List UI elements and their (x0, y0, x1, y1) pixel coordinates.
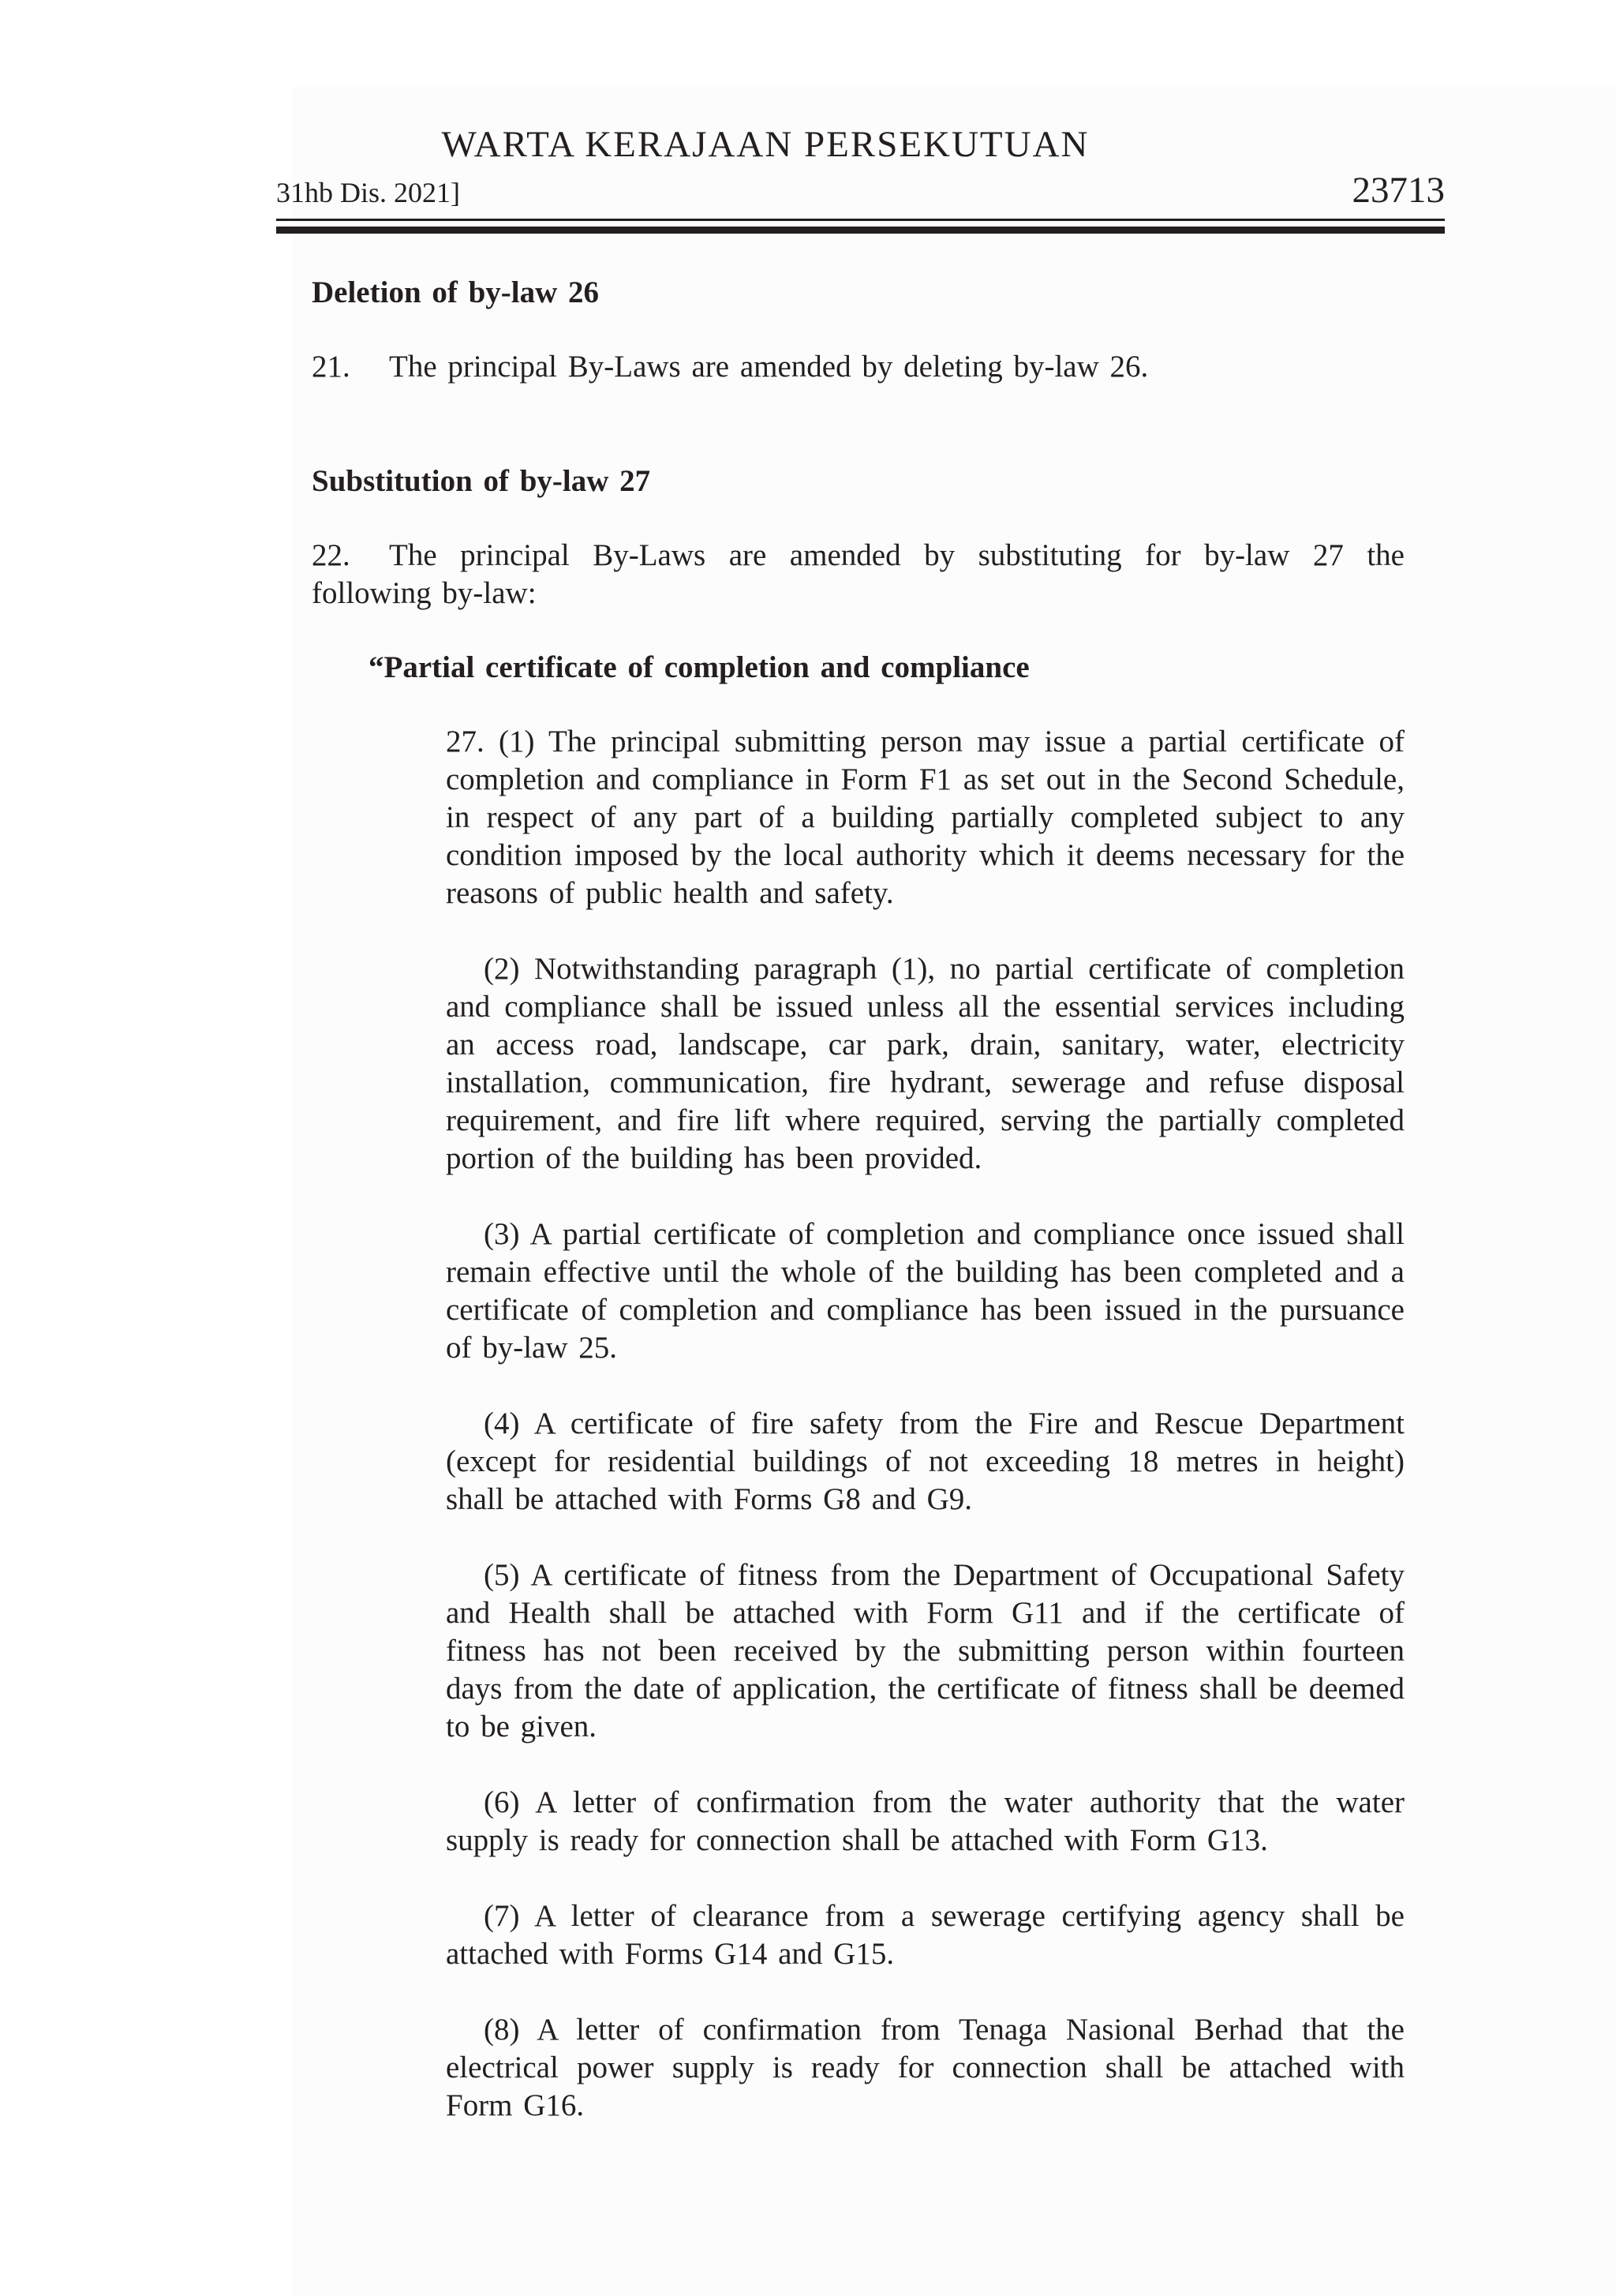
quoted-by-law (368, 649, 1405, 2125)
section-heading: Substitution of by-law 27 (312, 464, 651, 498)
document-body (312, 274, 1405, 2163)
quoted-heading: “Partial certificate of completion and compliance (368, 650, 1030, 684)
gazette-title: WARTA KERAJAAN PERSEKUTUAN (441, 124, 1090, 165)
gazette-date: 31hb Dis. 2021] (276, 177, 460, 208)
header-rule-thin (276, 219, 1445, 221)
subsection-4: (4) A certificate of fire safety from the Fire and Rescue Department (except for residential buildings of not exceeding 18 metres in height) shall be attached with Forms G8 and G9. (446, 1406, 1405, 1516)
section-text: The principal By-Laws are amended by substituting for by-law 27 the following by-law: (312, 538, 1405, 610)
subsection-7: (7) A letter of clearance from a sewerage certifying agency shall be attached with Forms G14 and G15. (446, 1899, 1405, 1971)
subsection-6: (6) A letter of confirmation from the water authority that the water supply is ready for connection shall be attached with Form G13. (446, 1785, 1405, 1857)
subsection-2: (2) Notwithstanding paragraph (1), no partial certificate of completion and compliance shall be issued unless all the essential services including an access road, landscape, car park, drain, sanitary, water, electricity installation, communication, fire hydrant, sewerage and refuse disposal requirement, and fire lift where required, serving the partially completed portion of the building has been provided. (446, 952, 1405, 1175)
subsection-5: (5) A certificate of fitness from the Department of Occupational Safety and Health shall be attached with Form G11 and if the certificate of fitness has not been received by the submitting person within fourteen days from the date of application, the certificate of fitness shall be deemed to be given. (446, 1558, 1405, 1744)
subsection-1: 27. (1) The principal submitting person may issue a partial certificate of completion and compliance in Form F1 as set out in the Second Schedule, in respect of any part of a building partially completed subject to any condition imposed by the local authority which it deems necessary for the reasons of public health and safety. (446, 725, 1405, 910)
subsection-8: (8) A letter of confirmation from Tenaga Nasional Berhad that the electrical power supply is ready for connection shall be attached with Form G16. (446, 2013, 1405, 2122)
section-number: 22. (312, 538, 350, 572)
header-rule-thick (276, 227, 1445, 234)
section-number: 21. (312, 350, 350, 384)
section-paragraph (312, 537, 1405, 612)
section-paragraph (312, 348, 1405, 386)
subsection-3: (3) A partial certificate of completion and compliance once issued shall remain effective until the whole of the building has been completed and a certificate of completion and compliance has been issued in the pursuance of by-law 25. (446, 1217, 1405, 1365)
section-heading: Deletion of by-law 26 (312, 275, 600, 309)
page-number: 23713 (1352, 170, 1445, 211)
section-text: The principal By-Laws are amended by deleting by-law 26. (389, 350, 1149, 384)
